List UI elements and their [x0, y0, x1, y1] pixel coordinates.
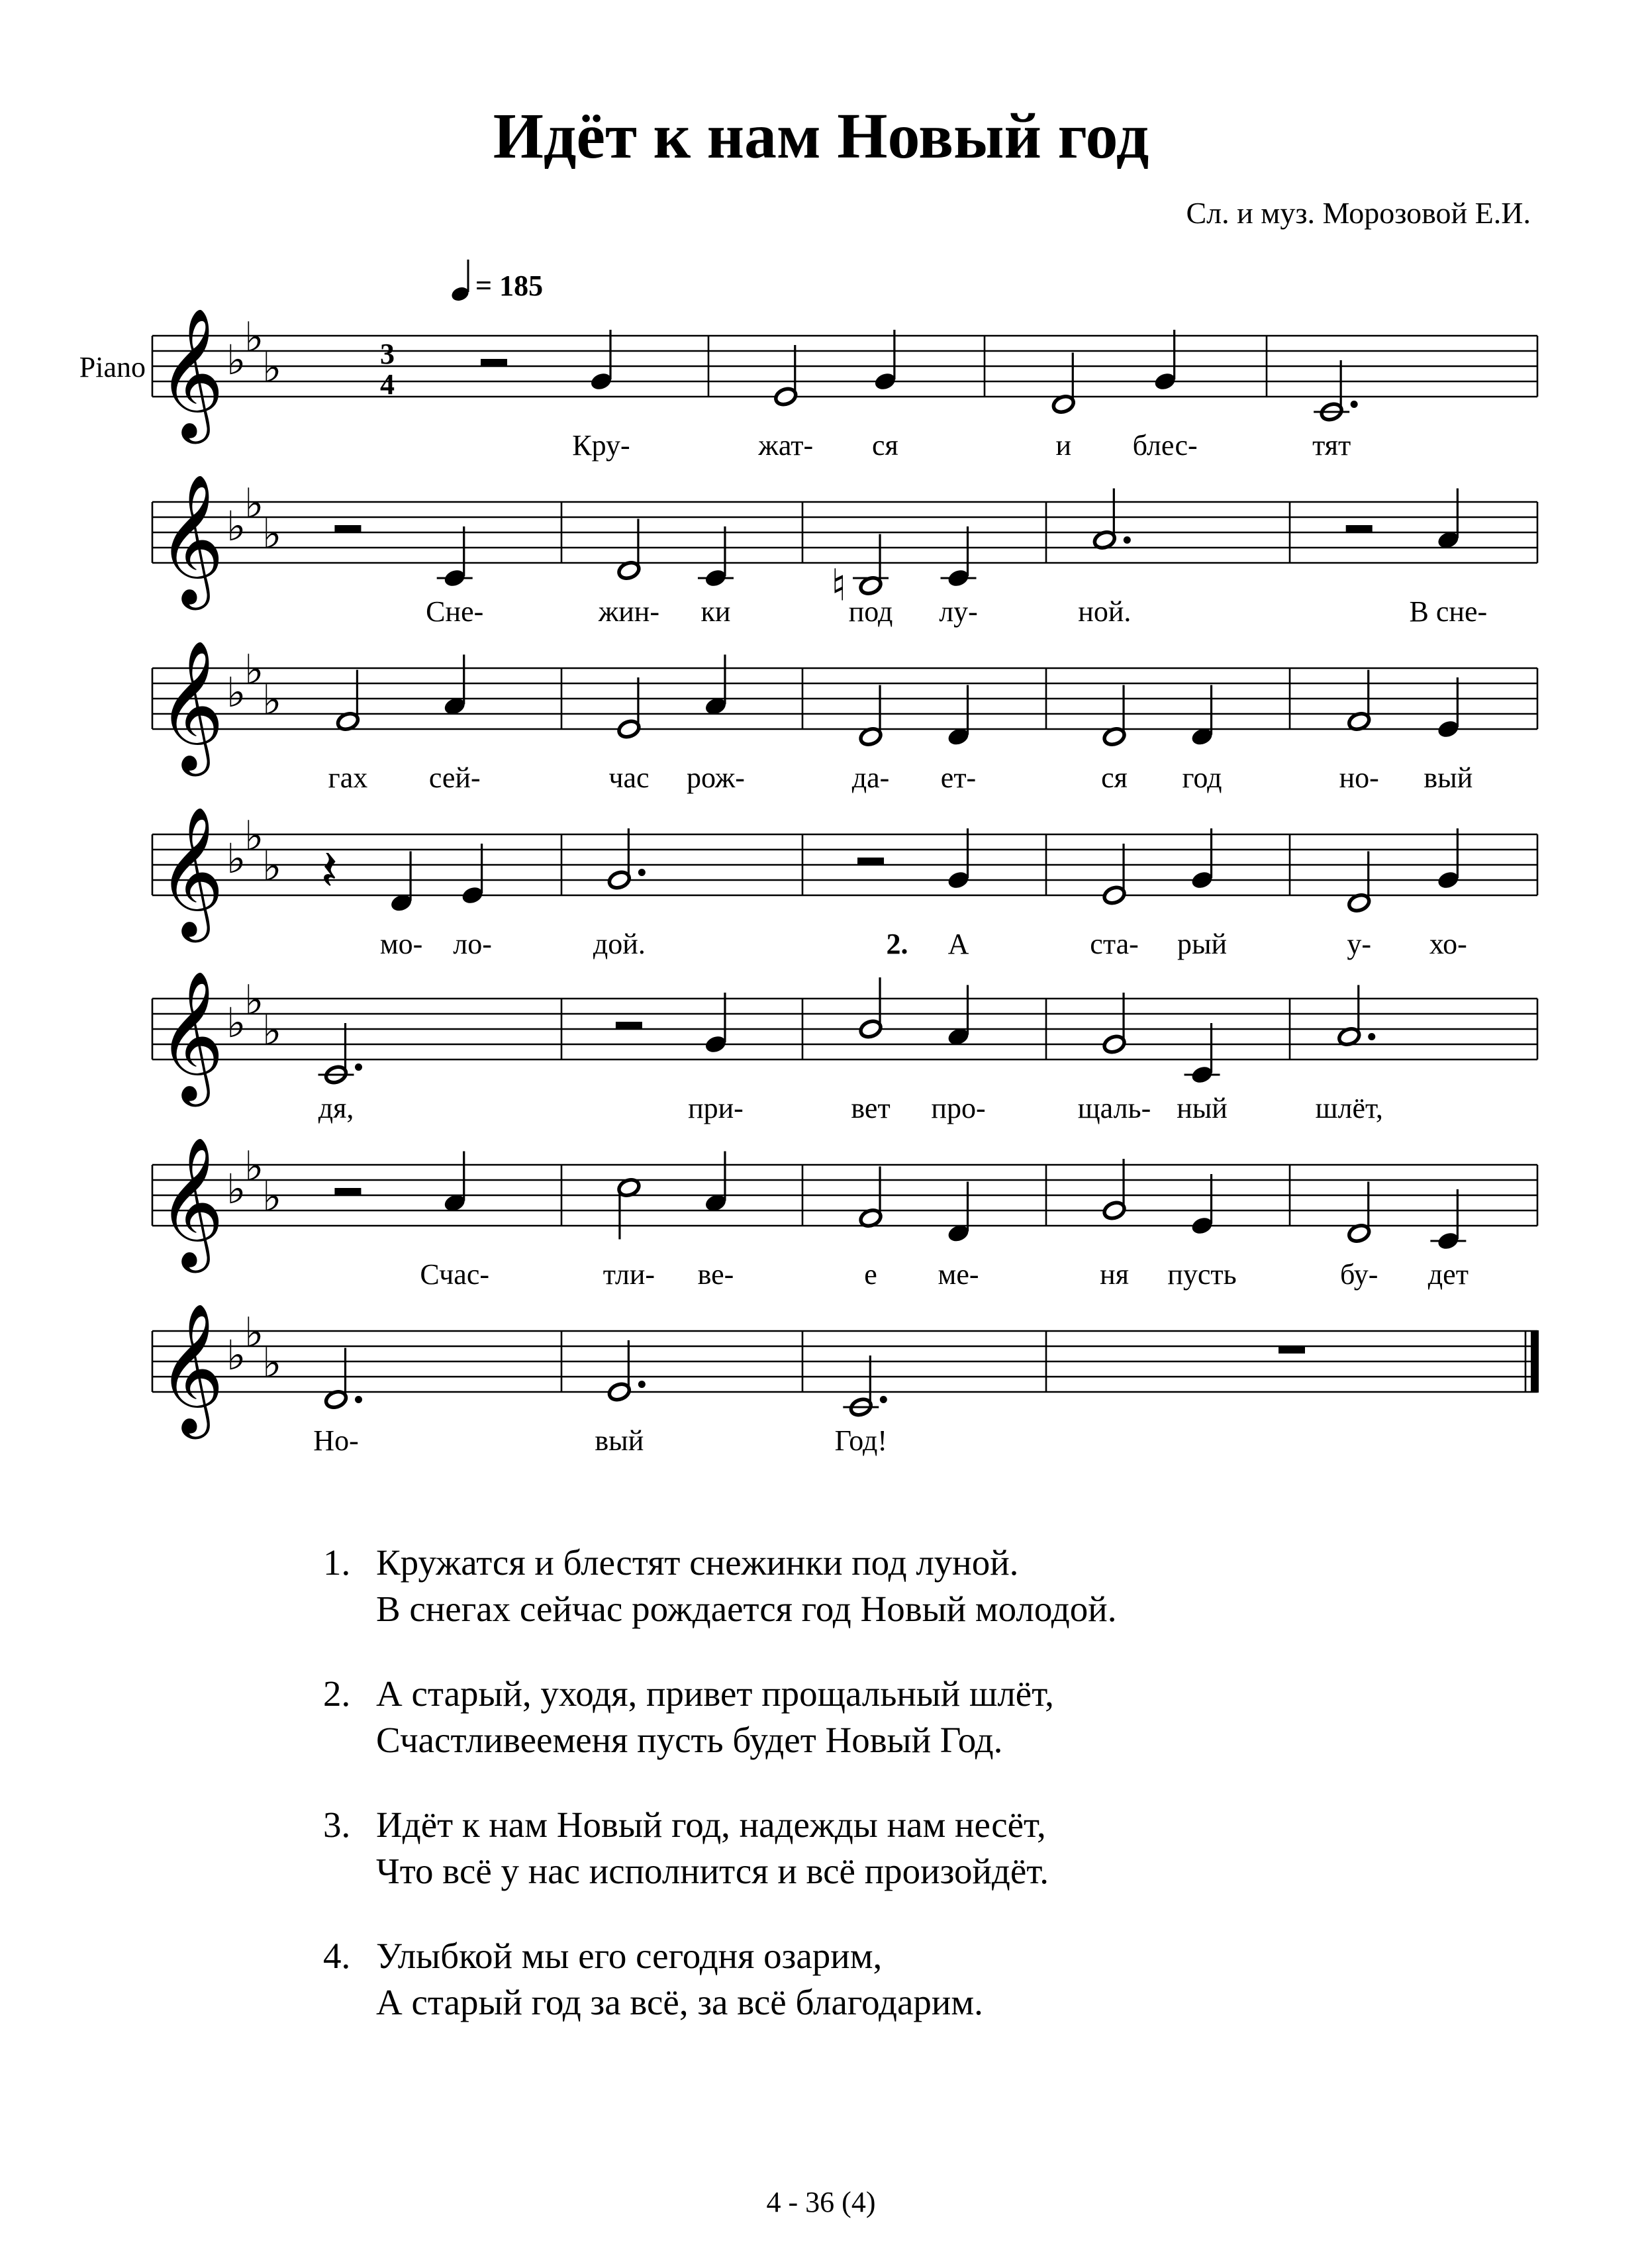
treble-clef-icon: 𝄞 — [158, 640, 224, 771]
lyric-syllable: тли- — [603, 1258, 655, 1291]
lyric-syllable: при- — [688, 1092, 744, 1124]
measure — [843, 1356, 887, 1418]
lyric-syllable: дет — [1427, 1258, 1469, 1291]
lyric-syllable: у- — [1347, 928, 1372, 960]
key-flat-icon: ♭ — [244, 479, 264, 528]
note — [1190, 685, 1214, 748]
key-flat-icon: ♭ — [262, 675, 282, 724]
measure — [859, 685, 971, 748]
lyric-syllable: ста- — [1090, 928, 1139, 960]
treble-clef-icon: 𝄞 — [158, 806, 224, 937]
note — [1102, 993, 1127, 1055]
lyric-syllable: вый — [595, 1424, 644, 1457]
lyric-syllable: мо- — [379, 928, 423, 960]
measure — [334, 525, 472, 589]
half-rest-icon — [616, 1022, 642, 1029]
treble-clef-icon: 𝄞 — [158, 473, 224, 605]
note — [698, 526, 734, 589]
lyric-syllable: ло- — [453, 928, 492, 960]
lyric-syllable: ки — [700, 595, 731, 628]
verse — [323, 1540, 1116, 1632]
key-flat-icon: ♭ — [244, 1308, 264, 1357]
key-flat-icon: ♭ — [226, 1165, 246, 1213]
note — [616, 677, 641, 740]
lyric-syllable: Но- — [313, 1424, 359, 1457]
lyrics-verses — [323, 1540, 1116, 2064]
note — [1347, 670, 1371, 732]
whole-rest-icon — [1279, 1346, 1305, 1354]
instrument-name: Piano — [79, 351, 146, 383]
note — [1102, 685, 1127, 748]
lyric-syllable: е — [864, 1258, 877, 1291]
measure — [1337, 985, 1375, 1048]
measure — [334, 1152, 467, 1214]
note — [442, 655, 467, 717]
note — [946, 685, 971, 748]
treble-clef-icon: 𝄞 — [158, 1136, 224, 1267]
note — [859, 1167, 883, 1229]
note — [1184, 1023, 1220, 1085]
key-flat-icon: ♭ — [244, 313, 264, 362]
key-flat-icon: ♭ — [262, 1006, 282, 1055]
verse-line: Идёт к нам Новый год, надежды нам несёт, — [376, 1804, 1046, 1845]
note — [1436, 489, 1461, 551]
key-flat-icon: ♭ — [244, 811, 264, 860]
lyric-syllable: и — [1055, 429, 1072, 462]
note — [607, 1340, 646, 1403]
measure — [616, 993, 728, 1055]
time-signature-bottom: 4 — [380, 368, 395, 401]
measure — [1314, 360, 1358, 422]
measure — [481, 330, 613, 392]
note — [1102, 844, 1127, 906]
key-flat-icon: ♭ — [226, 834, 246, 883]
note — [1190, 828, 1214, 891]
measure — [773, 330, 897, 407]
note — [460, 844, 485, 906]
note — [1051, 353, 1076, 415]
composer-credit: Сл. и муз. Морозовой Е.И. — [1186, 196, 1531, 230]
lyric-syllable: ня — [1100, 1258, 1129, 1291]
note — [1153, 330, 1177, 392]
time-signature-top: 3 — [380, 338, 395, 370]
lyric-syllable: гах — [328, 762, 368, 794]
lyric-syllable: но- — [1339, 762, 1379, 794]
verse-number: 1. — [323, 1542, 351, 1583]
note — [616, 519, 641, 581]
final-barline — [1531, 1330, 1539, 1393]
measure — [859, 1167, 971, 1244]
verse-line: А старый, уходя, привет прощальный шлёт, — [376, 1673, 1054, 1714]
note — [1314, 360, 1358, 422]
measure — [324, 1348, 362, 1410]
note — [1347, 852, 1371, 914]
lyric-syllable: дой. — [593, 928, 646, 960]
key-flat-icon: ♭ — [244, 1142, 264, 1191]
lyric-syllable: ся — [871, 429, 898, 462]
note — [1347, 1182, 1371, 1244]
staff-system — [152, 806, 1537, 942]
staff-system — [152, 1136, 1537, 1273]
note — [941, 526, 977, 589]
note — [946, 985, 971, 1048]
key-flat-icon: ♭ — [226, 668, 246, 716]
lyric-syllable: пусть — [1167, 1258, 1237, 1291]
lyric-syllable: вый — [1424, 762, 1473, 794]
half-rest-icon — [1346, 525, 1373, 532]
lyric-syllable: блес- — [1132, 429, 1198, 462]
verse — [323, 1933, 1116, 2026]
verse-line: Счастливееменя пусть будет Новый Год. — [376, 1720, 1003, 1760]
lyric-syllable: ет- — [940, 762, 977, 794]
lyric-syllable: 2. — [886, 928, 908, 960]
note — [703, 655, 728, 717]
note — [946, 1182, 971, 1244]
measure — [1102, 828, 1214, 906]
verse-lines — [376, 1933, 983, 2026]
note — [703, 993, 728, 1055]
lyric-syllable: шлёт, — [1315, 1092, 1383, 1124]
key-flat-icon: ♭ — [262, 1172, 282, 1221]
lyric-syllable: год — [1182, 762, 1222, 794]
lyric-syllable: В сне- — [1409, 595, 1488, 628]
measure — [1102, 685, 1214, 748]
measure — [1279, 1346, 1305, 1354]
note — [589, 330, 614, 392]
lyric-syllable: Сне- — [426, 595, 484, 628]
measure — [336, 655, 467, 732]
key-flat-icon: ♭ — [262, 343, 282, 392]
verse-lines — [376, 1540, 1116, 1632]
half-rest-icon — [481, 359, 507, 366]
lyric-syllable: хо- — [1429, 928, 1467, 960]
key-flat-icon: ♭ — [262, 842, 282, 891]
note — [437, 526, 473, 589]
measure — [1092, 489, 1131, 551]
note — [324, 1348, 362, 1410]
note — [1190, 1174, 1214, 1236]
measure — [607, 828, 646, 891]
staff-system — [152, 473, 1537, 611]
lyric-syllable: про- — [931, 1092, 986, 1124]
note — [873, 330, 897, 392]
verse-lines — [376, 1671, 1054, 1763]
treble-clef-icon: 𝄞 — [158, 307, 224, 438]
note — [1337, 985, 1375, 1048]
verse-line: Улыбкой мы его сегодня озарим, — [376, 1936, 883, 1976]
lyric-syllable: А — [947, 928, 969, 960]
verse-line: А старый год за всё, за всё благодарим. — [376, 1982, 983, 2022]
lyric-syllable: под — [848, 595, 893, 628]
note — [1436, 828, 1461, 891]
verse-line: Что всё у нас исполнится и всё произойдёт. — [376, 1851, 1049, 1891]
measure — [1051, 330, 1177, 415]
note — [773, 345, 798, 407]
half-rest-icon — [857, 858, 884, 865]
key-flat-icon: ♭ — [226, 336, 246, 384]
staff-system — [152, 640, 1537, 776]
key-flat-icon: ♭ — [262, 509, 282, 558]
lyric-syllable: сей- — [428, 762, 481, 794]
note — [1436, 677, 1461, 740]
staff-system — [79, 260, 1537, 444]
tempo-marking — [450, 260, 543, 303]
lyric-syllable: рый — [1177, 928, 1228, 960]
note — [1092, 489, 1131, 551]
note — [843, 1356, 887, 1418]
key-flat-icon: ♭ — [244, 645, 264, 694]
measure — [318, 1023, 363, 1085]
measure — [1347, 1182, 1466, 1252]
half-rest-icon — [334, 525, 361, 532]
verse-number: 4. — [323, 1936, 351, 1976]
lyric-syllable: ся — [1101, 762, 1128, 794]
measure — [1346, 489, 1461, 551]
staff-system — [152, 1303, 1539, 1439]
note — [946, 828, 971, 891]
verse-number: 3. — [323, 1804, 351, 1845]
lyric-syllable: час — [608, 762, 650, 794]
lyric-syllable: вет — [851, 1092, 891, 1124]
note — [442, 1152, 467, 1214]
measure — [616, 519, 734, 589]
lyric-syllable: ве- — [697, 1258, 734, 1291]
lyric-syllable: тят — [1312, 429, 1351, 462]
note — [703, 1152, 728, 1214]
verse — [323, 1802, 1116, 1895]
song-title: Идёт к нам Новый год — [493, 101, 1149, 172]
lyric-syllable: Год! — [834, 1424, 887, 1457]
lyric-syllable: ме- — [938, 1258, 979, 1291]
note — [1430, 1189, 1466, 1252]
lyric-syllable: да- — [851, 762, 890, 794]
quarter-rest-icon: 𝄽 — [320, 838, 338, 903]
lyric-syllable: дя, — [318, 1092, 354, 1124]
note — [607, 828, 646, 891]
note — [859, 685, 883, 748]
verse-lines — [376, 1802, 1049, 1895]
lyric-syllable: ной. — [1078, 595, 1132, 628]
measure — [1347, 828, 1461, 914]
measure — [607, 1340, 646, 1403]
measure — [859, 977, 971, 1048]
key-flat-icon: ♭ — [226, 999, 246, 1047]
lyric-syllable: щаль- — [1077, 1092, 1151, 1124]
verse-line: В снегах сейчас рождается год Новый молодой. — [376, 1589, 1117, 1629]
key-flat-icon: ♭ — [244, 975, 264, 1024]
note — [389, 852, 414, 914]
verse — [323, 1671, 1116, 1763]
note — [1102, 1159, 1127, 1221]
half-rest-icon — [334, 1188, 361, 1195]
lyric-syllable: бу- — [1340, 1258, 1378, 1291]
note — [318, 1023, 363, 1085]
page-number: 4 - 36 (4) — [766, 2186, 876, 2218]
measure — [857, 828, 971, 891]
verse-number: 2. — [323, 1673, 351, 1714]
lyric-syllable: ный — [1177, 1092, 1228, 1124]
verse-line: Кружатся и блестят снежинки под луной. — [376, 1542, 1019, 1583]
note — [616, 1177, 641, 1239]
lyric-syllable: Кру- — [572, 429, 630, 462]
key-flat-icon: ♭ — [226, 1331, 246, 1379]
lyric-syllable: жин- — [598, 595, 659, 628]
key-flat-icon: ♭ — [262, 1338, 282, 1387]
staff-system — [152, 970, 1537, 1107]
treble-clef-icon: 𝄞 — [158, 1303, 224, 1434]
note — [336, 670, 360, 732]
tempo-value: = 185 — [475, 270, 544, 302]
measure — [1102, 1159, 1214, 1236]
key-flat-icon: ♭ — [226, 502, 246, 550]
lyric-syllable: Счас- — [420, 1258, 490, 1291]
measure — [1102, 993, 1220, 1085]
lyric-syllable: рож- — [686, 762, 745, 794]
lyric-syllable: лу- — [939, 595, 978, 628]
natural-sign-icon: ♮ — [831, 560, 847, 611]
note — [859, 977, 883, 1040]
lyric-syllable: жат- — [758, 429, 814, 462]
treble-clef-icon: 𝄞 — [158, 970, 224, 1101]
